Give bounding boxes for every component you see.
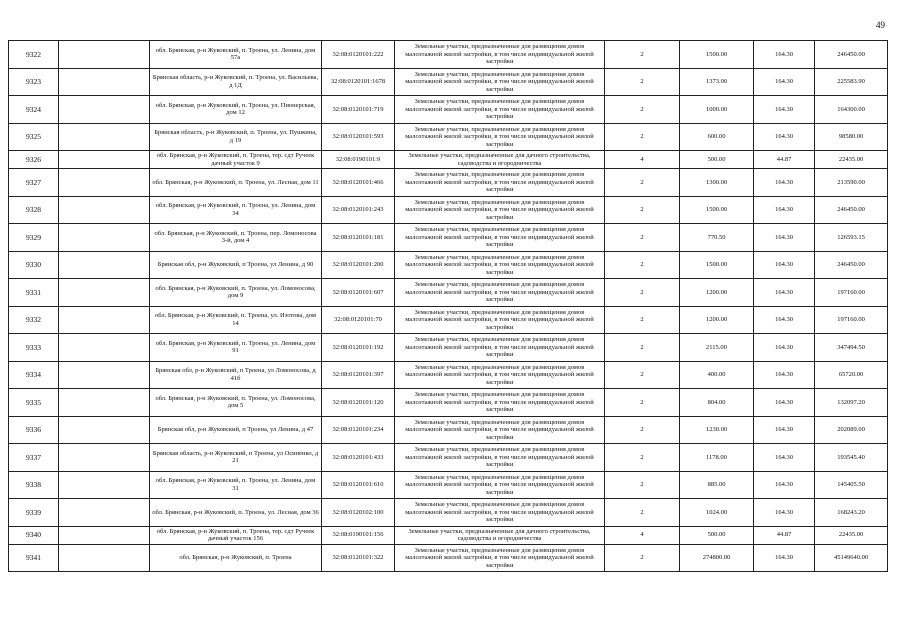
- cell-land-use-purpose: Земельные участки, предназначенные для размещения домов малоэтажной жилой застройки, в том числе индивидуальной жилой застройки: [395, 334, 605, 362]
- cell-address: Брянская область, р-н Жуковский, п. Троена, ул. Васильева, д 1Д: [150, 68, 322, 96]
- table-row: [9, 96, 888, 124]
- cell-land-use-purpose: Земельные участки, предназначенные для размещения домов малоэтажной жилой застройки, в том числе индивидуальной жилой застройки: [395, 123, 605, 151]
- cell-address: Брянская область, р-н Жуковский, п Троена, ул Осипенко, д 21: [150, 444, 322, 472]
- table-row: [9, 68, 888, 96]
- cell-group: 2: [605, 544, 680, 572]
- cell-number: 9334: [9, 361, 59, 389]
- cell-group: 2: [605, 444, 680, 472]
- cell-land-use-purpose: Земельные участки, предназначенные для размещения домов малоэтажной жилой застройки, в том числе индивидуальной жилой застройки: [395, 544, 605, 572]
- cell-area: 1000.00: [680, 96, 754, 124]
- cell-area: 1500.00: [680, 251, 754, 279]
- cell-cadastral-number: 32:08:0120102:100: [322, 499, 395, 527]
- cell-blank: [59, 361, 150, 389]
- cell-number: 9339: [9, 499, 59, 527]
- cell-area: 600.00: [680, 123, 754, 151]
- cell-area: 500.00: [680, 526, 754, 544]
- cell-land-use-purpose: Земельные участки, предназначенные для размещения домов малоэтажной жилой застройки, в том числе индивидуальной жилой застройки: [395, 224, 605, 252]
- cell-address: Брянская обл, р-н Жуковский, п Троена, ул Ленина, д 90: [150, 251, 322, 279]
- cell-number: 9331: [9, 279, 59, 307]
- cell-blank: [59, 526, 150, 544]
- cell-address: Брянская обл, р-н Жуковский, п Троена, ул Ленина, д 47: [150, 416, 322, 444]
- cell-specific-value: 164.30: [754, 196, 815, 224]
- cell-specific-value: 164.30: [754, 169, 815, 197]
- cell-specific-value: 164.30: [754, 544, 815, 572]
- cell-cadastral-value: 45149640.00: [815, 544, 888, 572]
- cell-area: 1024.00: [680, 499, 754, 527]
- cell-group: 2: [605, 389, 680, 417]
- cell-address: обл. Брянская, р-н Жуковский, п. Троена, ул. Пионерская, дом 12: [150, 96, 322, 124]
- cell-number: 9332: [9, 306, 59, 334]
- cell-cadastral-value: 98580.00: [815, 123, 888, 151]
- cell-address: обл. Брянская, р-н Жуковский, п. Троена, тер. сдт Ручеек дачный участок 9: [150, 151, 322, 169]
- cell-cadastral-value: 246450.00: [815, 41, 888, 69]
- cell-blank: [59, 251, 150, 279]
- table-row: [9, 224, 888, 252]
- cell-specific-value: 44.87: [754, 526, 815, 544]
- cell-address: обл. Брянская, р-н Жуковский, п. Троена, ул. Ленина, дом 57а: [150, 41, 322, 69]
- cell-cadastral-value: 126593.15: [815, 224, 888, 252]
- cell-area: 1178.00: [680, 444, 754, 472]
- cell-cadastral-value: 168243.20: [815, 499, 888, 527]
- cell-land-use-purpose: Земельные участки, предназначенные для размещения домов малоэтажной жилой застройки, в том числе индивидуальной жилой застройки: [395, 306, 605, 334]
- cell-cadastral-value: 246450.00: [815, 196, 888, 224]
- cell-cadastral-number: 32:08:0120101:719: [322, 96, 395, 124]
- table-row: [9, 151, 888, 169]
- cell-cadastral-number: 32:08:0120101:1678: [322, 68, 395, 96]
- cell-blank: [59, 151, 150, 169]
- table-row: [9, 499, 888, 527]
- cell-area: 885.00: [680, 471, 754, 499]
- cell-number: 9325: [9, 123, 59, 151]
- cell-blank: [59, 196, 150, 224]
- table-row: [9, 389, 888, 417]
- cell-group: 2: [605, 224, 680, 252]
- cell-blank: [59, 123, 150, 151]
- cell-area: 1500.00: [680, 196, 754, 224]
- cell-specific-value: 164.30: [754, 444, 815, 472]
- table-row: [9, 279, 888, 307]
- cell-number: 9341: [9, 544, 59, 572]
- cell-group: 2: [605, 68, 680, 96]
- cell-address: обл. Брянская, р-н Жуковский, п. Троена, ул. Лесная, дом 36: [150, 499, 322, 527]
- cell-land-use-purpose: Земельные участки, предназначенные для размещения домов малоэтажной жилой застройки, в том числе индивидуальной жилой застройки: [395, 96, 605, 124]
- cell-cadastral-value: 145405.50: [815, 471, 888, 499]
- cell-blank: [59, 499, 150, 527]
- cell-specific-value: 164.30: [754, 251, 815, 279]
- cell-cadastral-value: 193545.40: [815, 444, 888, 472]
- cell-specific-value: 164.30: [754, 68, 815, 96]
- cell-number: 9337: [9, 444, 59, 472]
- cell-cadastral-number: 32:08:0190101:9: [322, 151, 395, 169]
- cell-blank: [59, 306, 150, 334]
- cell-specific-value: 44.87: [754, 151, 815, 169]
- cell-land-use-purpose: Земельные участки, предназначенные для размещения домов малоэтажной жилой застройки, в том числе индивидуальной жилой застройки: [395, 471, 605, 499]
- cell-cadastral-value: 22435.00: [815, 151, 888, 169]
- cell-blank: [59, 334, 150, 362]
- cell-group: 2: [605, 251, 680, 279]
- cell-specific-value: 164.30: [754, 416, 815, 444]
- table-row: [9, 334, 888, 362]
- table-row: [9, 196, 888, 224]
- cell-land-use-purpose: Земельные участки, предназначенные для размещения домов малоэтажной жилой застройки, в том числе индивидуальной жилой застройки: [395, 169, 605, 197]
- cell-cadastral-number: 32:08:0120101:322: [322, 544, 395, 572]
- cell-area: 770.50: [680, 224, 754, 252]
- cell-land-use-purpose: Земельные участки, предназначенные для размещения домов малоэтажной жилой застройки, в том числе индивидуальной жилой застройки: [395, 499, 605, 527]
- cell-specific-value: 164.30: [754, 41, 815, 69]
- cell-specific-value: 164.30: [754, 224, 815, 252]
- cell-area: 1373.00: [680, 68, 754, 96]
- cell-number: 9333: [9, 334, 59, 362]
- cell-cadastral-value: 132097.20: [815, 389, 888, 417]
- cell-specific-value: 164.30: [754, 361, 815, 389]
- cell-blank: [59, 169, 150, 197]
- cell-blank: [59, 68, 150, 96]
- cell-area: 500.00: [680, 151, 754, 169]
- cell-land-use-purpose: Земельные участки, предназначенные для размещения домов малоэтажной жилой застройки, в том числе индивидуальной жилой застройки: [395, 41, 605, 69]
- cell-group: 2: [605, 96, 680, 124]
- cell-number: 9324: [9, 96, 59, 124]
- cell-group: 2: [605, 123, 680, 151]
- cell-area: 274800.00: [680, 544, 754, 572]
- cell-number: 9322: [9, 41, 59, 69]
- cell-specific-value: 164.30: [754, 306, 815, 334]
- cell-land-use-purpose: Земельные участки, предназначенные для размещения домов малоэтажной жилой застройки, в том числе индивидуальной жилой застройки: [395, 361, 605, 389]
- cell-area: 1200.00: [680, 279, 754, 307]
- cell-land-use-purpose: Земельные участки, предназначенные для размещения домов малоэтажной жилой застройки, в том числе индивидуальной жилой застройки: [395, 196, 605, 224]
- cell-area: 1500.00: [680, 41, 754, 69]
- cell-cadastral-number: 32:08:0120101:234: [322, 416, 395, 444]
- cell-number: 9329: [9, 224, 59, 252]
- cell-area: 400.00: [680, 361, 754, 389]
- cell-cadastral-value: 246450.00: [815, 251, 888, 279]
- cell-specific-value: 164.30: [754, 334, 815, 362]
- cell-cadastral-value: 164300.00: [815, 96, 888, 124]
- cell-group: 2: [605, 471, 680, 499]
- cell-area: 1230.00: [680, 416, 754, 444]
- cell-cadastral-value: 197160.00: [815, 306, 888, 334]
- cell-land-use-purpose: Земельные участки, предназначенные для размещения домов малоэтажной жилой застройки, в том числе индивидуальной жилой застройки: [395, 279, 605, 307]
- table-row: [9, 361, 888, 389]
- cell-group: 4: [605, 526, 680, 544]
- cell-number: 9328: [9, 196, 59, 224]
- cell-specific-value: 164.30: [754, 279, 815, 307]
- cell-number: 9323: [9, 68, 59, 96]
- cell-blank: [59, 96, 150, 124]
- cell-address: обл. Брянская, р-н Жуковский, п. Троена, ул. Ленина, дом 31: [150, 471, 322, 499]
- cell-address: обл. Брянская, р-н Жуковский, п. Троена: [150, 544, 322, 572]
- cell-specific-value: 164.30: [754, 96, 815, 124]
- cell-group: 2: [605, 416, 680, 444]
- cell-specific-value: 164.30: [754, 389, 815, 417]
- cell-cadastral-value: 213590.00: [815, 169, 888, 197]
- cell-address: обл. Брянская, р-н Жуковский, п. Троена, ул. Изотова, дом 14: [150, 306, 322, 334]
- cell-blank: [59, 224, 150, 252]
- cell-land-use-purpose: Земельные участки, предназначенные для размещения домов малоэтажной жилой застройки, в том числе индивидуальной жилой застройки: [395, 68, 605, 96]
- cell-cadastral-value: 225583.90: [815, 68, 888, 96]
- cell-cadastral-number: 32:08:0120101:433: [322, 444, 395, 472]
- cell-specific-value: 164.30: [754, 123, 815, 151]
- cell-cadastral-number: 32:08:0190101:156: [322, 526, 395, 544]
- cell-address: обл. Брянская, р-н Жуковский, п. Троена, ул. Ломоносова, дом 9: [150, 279, 322, 307]
- cell-cadastral-number: 32:08:0120101:610: [322, 471, 395, 499]
- cell-address: обл. Брянская, р-н Жуковский, п. Троена, пер. Ломоносова 3-й, дом 4: [150, 224, 322, 252]
- cell-group: 2: [605, 499, 680, 527]
- cell-cadastral-number: 32:08:0120101:466: [322, 169, 395, 197]
- cell-land-use-purpose: Земельные участки, предназначенные для размещения домов малоэтажной жилой застройки, в том числе индивидуальной жилой застройки: [395, 416, 605, 444]
- table-row: [9, 41, 888, 69]
- cell-land-use-purpose: Земельные участки, предназначенные для размещения домов малоэтажной жилой застройки, в том числе индивидуальной жилой застройки: [395, 251, 605, 279]
- table-row: [9, 306, 888, 334]
- cell-blank: [59, 471, 150, 499]
- table-row: [9, 526, 888, 544]
- page-number: 49: [876, 20, 885, 30]
- cell-land-use-purpose: Земельные участки, предназначенные для дачного строительства, садоводства и огородничества: [395, 151, 605, 169]
- cell-cadastral-number: 32:08:0120101:222: [322, 41, 395, 69]
- cell-blank: [59, 416, 150, 444]
- cell-blank: [59, 41, 150, 69]
- cell-group: 2: [605, 41, 680, 69]
- cell-specific-value: 164.30: [754, 471, 815, 499]
- cell-cadastral-number: 32:08:0120101:120: [322, 389, 395, 417]
- cell-area: 804.00: [680, 389, 754, 417]
- cell-number: 9326: [9, 151, 59, 169]
- table-row: [9, 416, 888, 444]
- cell-cadastral-value: 347494.50: [815, 334, 888, 362]
- cell-address: обл. Брянская, р-н Жуковский, п. Троена, ул. Ленина, дом 91: [150, 334, 322, 362]
- cell-group: 2: [605, 196, 680, 224]
- table-row: [9, 471, 888, 499]
- cell-group: 2: [605, 361, 680, 389]
- cell-land-use-purpose: Земельные участки, предназначенные для размещения домов малоэтажной жилой застройки, в том числе индивидуальной жилой застройки: [395, 444, 605, 472]
- cell-group: 2: [605, 169, 680, 197]
- land-registry-table: [8, 40, 888, 572]
- cell-number: 9330: [9, 251, 59, 279]
- cell-group: 2: [605, 334, 680, 362]
- cell-cadastral-number: 32:08:0120101:593: [322, 123, 395, 151]
- cell-blank: [59, 389, 150, 417]
- cell-number: 9338: [9, 471, 59, 499]
- cell-blank: [59, 444, 150, 472]
- cell-number: 9336: [9, 416, 59, 444]
- cell-cadastral-value: 65720.00: [815, 361, 888, 389]
- cell-cadastral-value: 202089.00: [815, 416, 888, 444]
- cell-group: 4: [605, 151, 680, 169]
- cell-number: 9335: [9, 389, 59, 417]
- cell-cadastral-number: 32:08:0120101:243: [322, 196, 395, 224]
- cell-blank: [59, 279, 150, 307]
- cell-address: обл. Брянская, р-н Жуковский, п. Троена, ул. Ленина, дом 34: [150, 196, 322, 224]
- cell-number: 9327: [9, 169, 59, 197]
- cell-address: обл. Брянская, р-н Жуковский, п. Троена, тер. сдт Ручеек дачный участок 156: [150, 526, 322, 544]
- cell-address: Брянская обл, р-н Жуковский, п Троена, ул Ломоносова, д 41б: [150, 361, 322, 389]
- cell-area: 1300.00: [680, 169, 754, 197]
- table-row: [9, 251, 888, 279]
- cell-cadastral-number: 32:08:0120101:607: [322, 279, 395, 307]
- cell-area: 2115.00: [680, 334, 754, 362]
- table-row: [9, 123, 888, 151]
- cell-number: 9340: [9, 526, 59, 544]
- cell-land-use-purpose: Земельные участки, предназначенные для дачного строительства, садоводства и огородничества: [395, 526, 605, 544]
- cell-blank: [59, 544, 150, 572]
- cell-land-use-purpose: Земельные участки, предназначенные для размещения домов малоэтажной жилой застройки, в том числе индивидуальной жилой застройки: [395, 389, 605, 417]
- cell-cadastral-number: 32:08:0120101:397: [322, 361, 395, 389]
- table-row: [9, 544, 888, 572]
- cell-cadastral-number: 32:08:0120101:200: [322, 251, 395, 279]
- cell-address: обл. Брянская, р-н Жуковский, п. Троена, ул. Ломоносова, дом 5: [150, 389, 322, 417]
- cell-specific-value: 164.30: [754, 499, 815, 527]
- cell-group: 2: [605, 306, 680, 334]
- cell-cadastral-number: 32:08:0120101:181: [322, 224, 395, 252]
- table-row: [9, 169, 888, 197]
- table-row: [9, 444, 888, 472]
- cell-area: 1200.00: [680, 306, 754, 334]
- cell-address: обл. Брянская, р-н Жуковский, п. Троена, ул. Лесная, дом 11: [150, 169, 322, 197]
- cell-group: 2: [605, 279, 680, 307]
- cell-cadastral-value: 197160.00: [815, 279, 888, 307]
- cell-cadastral-number: 32:08:0120101:192: [322, 334, 395, 362]
- cell-cadastral-number: 32:08:0120101:70: [322, 306, 395, 334]
- cell-address: Брянская область, р-н Жуковский, п. Троена, ул. Пушкина, д 19: [150, 123, 322, 151]
- table-body: [9, 41, 888, 572]
- cell-cadastral-value: 22435.00: [815, 526, 888, 544]
